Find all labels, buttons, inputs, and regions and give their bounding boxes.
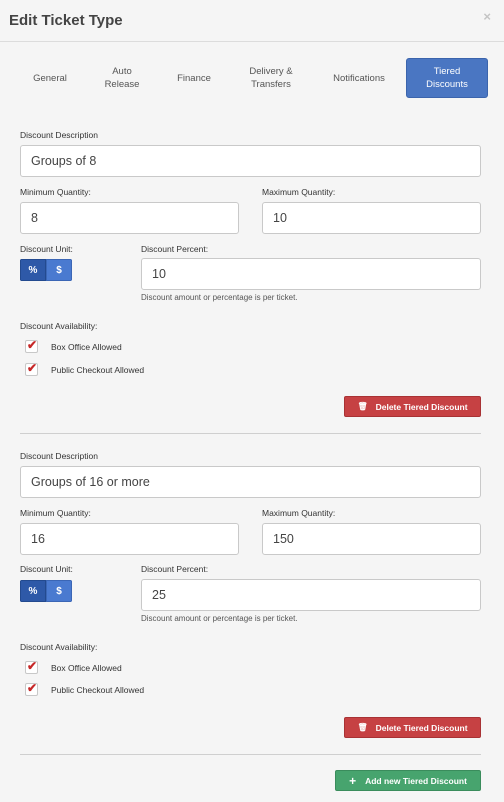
box-office-label: Box Office Allowed [51, 341, 122, 352]
close-icon[interactable]: × [483, 9, 491, 24]
unit-toggle [20, 580, 72, 602]
description-label: Discount Description [20, 451, 98, 461]
public-checkout-checkbox-row [25, 683, 144, 696]
percent-help-text: Discount amount or percentage is per ticket. [141, 293, 298, 302]
box-office-checkbox[interactable] [25, 661, 38, 674]
checkmark-icon: ✔ [27, 659, 38, 673]
min-qty-input[interactable]: 8 [20, 202, 239, 234]
availability-label: Discount Availability: [20, 642, 98, 652]
percent-help-text: Discount amount or percentage is per ticket. [141, 614, 298, 623]
public-checkout-label: Public Checkout Allowed [51, 684, 145, 695]
availability-label: Discount Availability: [20, 321, 98, 331]
tab-auto-release[interactable]: Auto Release [104, 66, 140, 90]
min-qty-input[interactable]: 16 [20, 523, 239, 555]
description-input[interactable]: Groups of 8 [20, 145, 481, 177]
delete-tiered-discount-button[interactable]: 🗑 Delete Tiered Discount [344, 396, 481, 417]
plus-icon: + [349, 773, 357, 788]
max-qty-label: Maximum Quantity: [262, 187, 336, 197]
unit-percent-button[interactable]: % [20, 580, 46, 602]
box-office-label: Box Office Allowed [51, 662, 122, 673]
public-checkout-label: Public Checkout Allowed [51, 364, 145, 375]
add-tiered-discount-button[interactable]: + Add new Tiered Discount [335, 770, 481, 791]
description-label: Discount Description [20, 130, 98, 140]
tab-tiered-discounts[interactable]: Tiered Discounts [406, 58, 488, 98]
box-office-checkbox[interactable] [25, 340, 38, 353]
public-checkout-checkbox-row [25, 363, 144, 376]
public-checkout-checkbox[interactable] [25, 363, 38, 376]
percent-input[interactable]: 25 [141, 579, 481, 611]
max-qty-label: Maximum Quantity: [262, 508, 336, 518]
tab-delivery-transfers[interactable]: Delivery & Transfers [249, 66, 293, 90]
unit-toggle [20, 259, 72, 281]
tab-general[interactable]: General [33, 72, 67, 84]
box-office-checkbox-row [25, 340, 122, 353]
unit-dollar-button[interactable]: $ [46, 259, 72, 281]
section-divider [20, 754, 481, 755]
unit-label: Discount Unit: [20, 244, 73, 254]
tab-notifications[interactable]: Notifications [333, 72, 385, 84]
public-checkout-checkbox[interactable] [25, 683, 38, 696]
unit-dollar-button[interactable]: $ [46, 580, 72, 602]
delete-tiered-discount-button[interactable]: 🗑 Delete Tiered Discount [344, 717, 481, 738]
min-qty-label: Minimum Quantity: [20, 187, 91, 197]
modal-title: Edit Ticket Type [9, 12, 123, 29]
unit-percent-button[interactable]: % [20, 259, 46, 281]
description-input[interactable]: Groups of 16 or more [20, 466, 481, 498]
box-office-checkbox-row [25, 661, 122, 674]
tab-finance[interactable]: Finance [177, 72, 211, 84]
section-divider [20, 433, 481, 434]
trash-icon: 🗑 [357, 723, 368, 732]
max-qty-input[interactable]: 150 [262, 523, 481, 555]
min-qty-label: Minimum Quantity: [20, 508, 91, 518]
trash-icon: 🗑 [357, 402, 368, 411]
max-qty-input[interactable]: 10 [262, 202, 481, 234]
checkmark-icon: ✔ [27, 338, 38, 352]
percent-label: Discount Percent: [141, 244, 209, 254]
percent-label: Discount Percent: [141, 564, 209, 574]
unit-label: Discount Unit: [20, 564, 73, 574]
checkmark-icon: ✔ [27, 681, 38, 695]
percent-input[interactable]: 10 [141, 258, 481, 290]
modal-header [0, 0, 504, 42]
checkmark-icon: ✔ [27, 361, 38, 375]
